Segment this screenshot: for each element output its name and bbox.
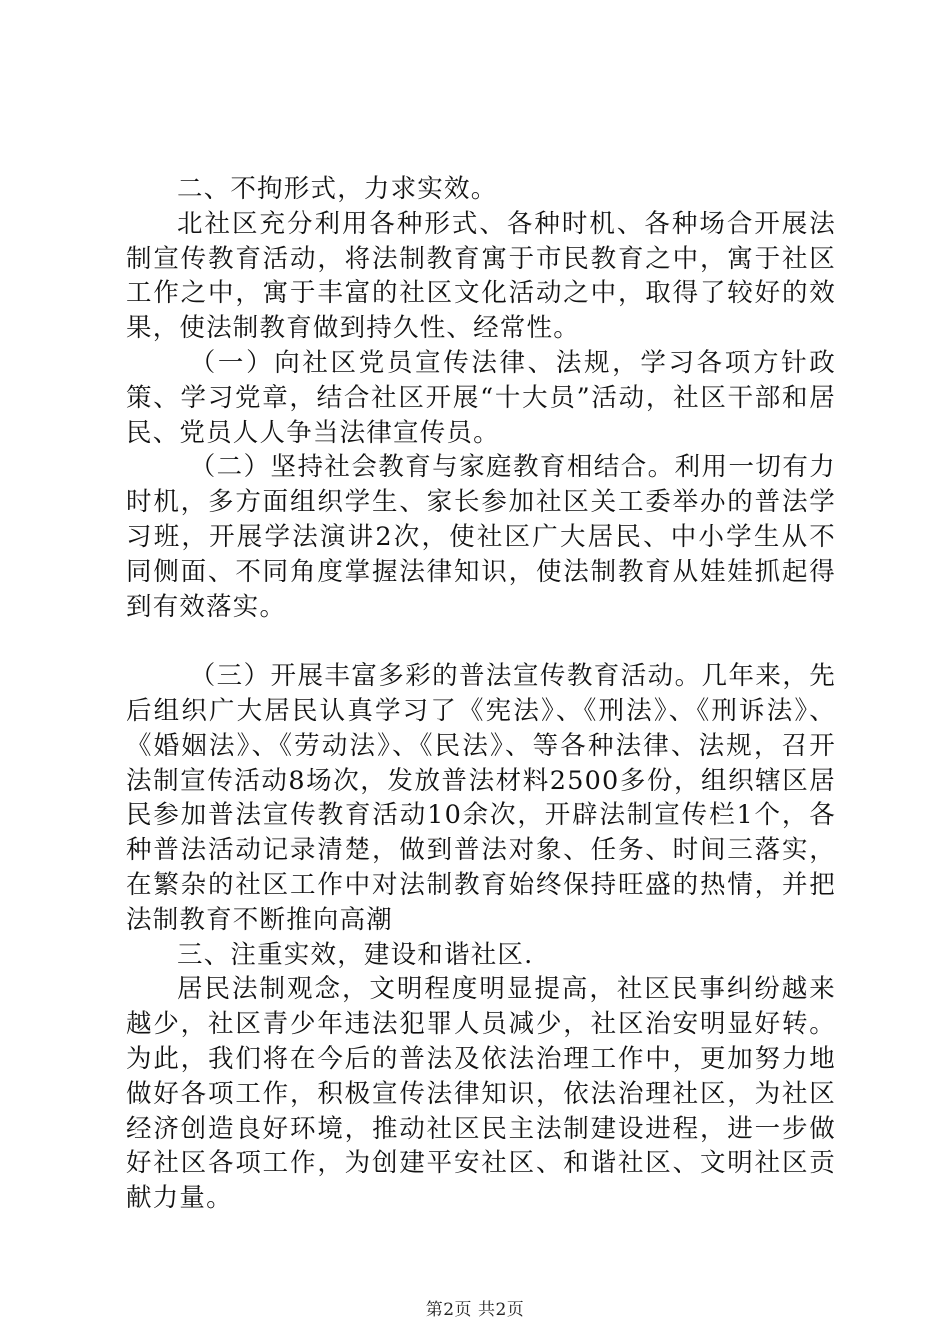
list-item-one: （一）向社区党员宣传法律、法规，学习各项方针政策、学习党章，结合社区开展“十大员”活动，社区干部和居民、党员人人争当法律宣传员。 (126, 347, 836, 448)
list-item-two: （二）坚持社会教育与家庭教育相结合。利用一切有力时机，多方面组织学生、家长参加社区关工委举办的普法学习班，开展学法演讲2次，使社区广大居民、中小学生从不同侧面、不同角度掌握法律知识，使法制教育从娃娃抓起得到有效落实。 (126, 452, 836, 622)
list-item-three: （三）开展丰富多彩的普法宣传教育活动。几年来，先后组织广大居民认真学习了《宪法》、《刑法》、《刑诉法》、《婚姻法》、《劳动法》、《民法》、等各种法律、法规，召开法制宣传活动8场次，发放普法材料2500多份，组织辖区居民参加普法宣传教育活动10余次，开辟法制宣传栏1个，各种普法活动记录清楚，做到普法对象、任务、时间三落实，在繁杂的社区工作中对法制教育始终保持旺盛的热情，并把法制教育不断推向高潮 (126, 661, 836, 935)
body-paragraph: 居民法制观念，文明程度明显提高，社区民事纠纷越来越少，社区青少年违法犯罪人员减少，社区治安明显好转。为此，我们将在今后的普法及依法治理工作中，更加努力地做好各项工作，积极宣传法律知识，依法治理社区，为社区经济创造良好环境，推动社区民主法制建设进程，进一步做好社区各项工作，为创建平安社区、和谐社区、文明社区贡献力量。 (126, 974, 836, 1214)
document-body (126, 172, 836, 1216)
page-footer: 第2页 共2页 (425, 1300, 525, 1320)
body-paragraph: 北社区充分利用各种形式、各种时机、各种场合开展法制宣传教育活动，将法制教育寓于市民教育之中，寓于社区工作之中，寓于丰富的社区文化活动之中，取得了较好的效果，使法制教育做到持久性、经常性。 (126, 208, 836, 344)
section-heading-three: 三、注重实效，建设和谐社区. (177, 939, 534, 970)
section-heading-two: 二、不拘形式，力求实效。 (177, 174, 498, 204)
